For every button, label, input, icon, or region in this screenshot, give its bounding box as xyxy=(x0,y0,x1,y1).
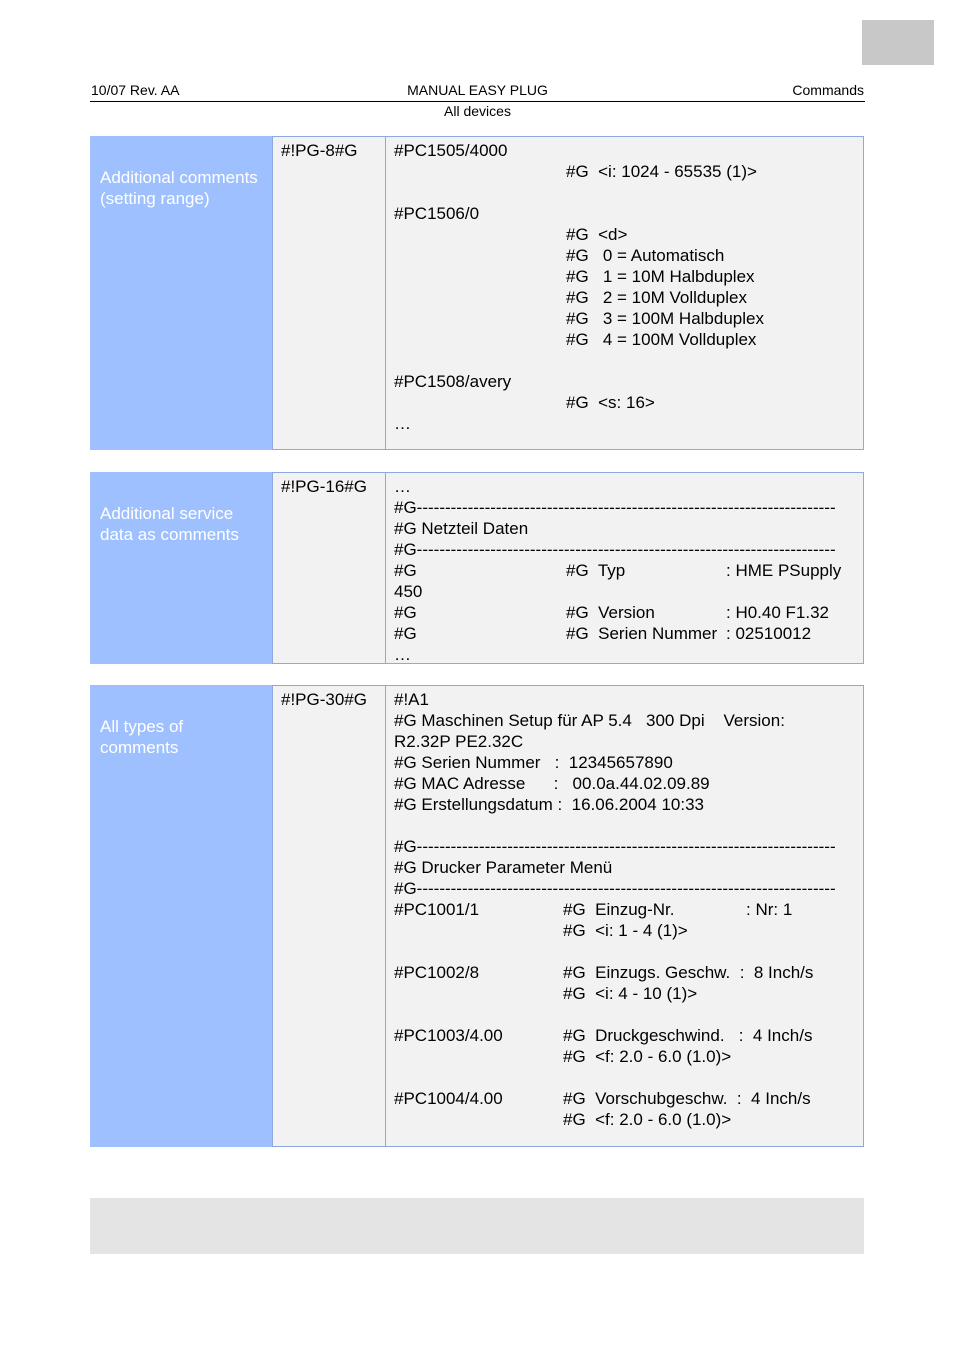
code-text: #G <i: 1 - 4 (1)> xyxy=(563,921,688,940)
code-text: #G 3 = 100M Halbduplex xyxy=(566,309,764,328)
command-code: #!PG-16#G xyxy=(281,477,367,496)
code-text: … xyxy=(394,645,411,664)
code-text: #G MAC Adresse : 00.0a.44.02.09.89 xyxy=(394,774,710,793)
header-section: Commands xyxy=(792,82,864,98)
example-cell xyxy=(386,136,864,450)
header-divider xyxy=(90,101,865,102)
example-lines xyxy=(394,140,855,434)
code-line xyxy=(394,140,855,161)
block-label-panel xyxy=(90,472,272,664)
code-line xyxy=(394,644,855,664)
block-label: Additional comments (setting range) xyxy=(100,168,258,208)
code-line xyxy=(394,1088,855,1109)
code-line xyxy=(394,1046,855,1067)
code-text: #G Druckgeschwind. : 4 Inch/s xyxy=(563,1026,813,1045)
code-text: #G Netzteil Daten xyxy=(394,519,529,538)
code-line xyxy=(394,773,855,794)
code-text: … xyxy=(394,477,411,496)
page-corner-tab xyxy=(862,20,934,65)
code-line xyxy=(394,623,855,644)
code-text: #PC1506/0 xyxy=(394,204,480,223)
code-text: #PC1505/4000 xyxy=(394,141,508,160)
block-service-data-comments xyxy=(90,472,864,664)
code-text: #G <i: 1024 - 65535 (1)> xyxy=(566,162,757,181)
code-line xyxy=(394,731,855,752)
code-text: #G 2 = 10M Vollduplex xyxy=(566,288,747,307)
code-line xyxy=(394,752,855,773)
code-text: : HME PSupply xyxy=(726,561,842,580)
code-text: #G-------------------------------------------------------------------------- xyxy=(394,837,836,856)
code-line xyxy=(394,710,855,731)
command-cell xyxy=(272,685,386,1147)
code-line xyxy=(394,689,855,710)
code-text: #G Einzug-Nr. xyxy=(563,900,675,919)
code-line xyxy=(394,371,855,392)
code-text: #G-------------------------------------------------------------------------- xyxy=(394,540,836,559)
code-text: #PC1001/1 xyxy=(394,900,480,919)
code-line xyxy=(394,1004,855,1025)
command-code: #!PG-8#G xyxy=(281,141,358,160)
code-text: #G-------------------------------------------------------------------------- xyxy=(394,498,836,517)
command-cell xyxy=(272,136,386,450)
code-text: #G 0 = Automatisch xyxy=(566,246,725,265)
code-text: #PC1004/4.00 xyxy=(394,1089,503,1108)
code-line xyxy=(394,476,855,497)
code-text: #G Vorschubgeschw. : 4 Inch/s xyxy=(563,1089,811,1108)
code-line xyxy=(394,329,855,350)
code-line xyxy=(394,962,855,983)
command-code: #!PG-30#G xyxy=(281,690,367,709)
code-line xyxy=(394,392,855,413)
footer-bar xyxy=(90,1198,864,1254)
code-text: #G 1 = 10M Halbduplex xyxy=(566,267,755,286)
code-line xyxy=(394,1109,855,1130)
block-label-panel xyxy=(90,685,272,1147)
code-text: #PC1003/4.00 xyxy=(394,1026,503,1045)
code-text: #G <d> xyxy=(566,225,628,244)
code-line xyxy=(394,857,855,878)
code-text: R2.32P PE2.32C xyxy=(394,732,524,751)
header-devices: All devices xyxy=(444,103,511,119)
code-line xyxy=(394,1067,855,1088)
code-text: #G Serien Nummer : 12345657890 xyxy=(394,753,673,772)
code-text: #G Typ xyxy=(566,561,626,580)
block-label: Additional service data as comments xyxy=(100,504,239,544)
code-text: #G <f: 2.0 - 6.0 (1.0)> xyxy=(563,1110,732,1129)
example-cell xyxy=(386,472,864,664)
code-line xyxy=(394,815,855,836)
code-line xyxy=(394,794,855,815)
code-text: #G Einzugs. Geschw. : 8 Inch/s xyxy=(563,963,814,982)
code-line xyxy=(394,245,855,266)
code-line xyxy=(394,899,855,920)
code-text: #!A1 xyxy=(394,690,429,709)
code-text: #G xyxy=(394,624,417,643)
code-text: #G 4 = 100M Vollduplex xyxy=(566,330,757,349)
code-text: #G <i: 4 - 10 (1)> xyxy=(563,984,698,1003)
code-line xyxy=(394,224,855,245)
block-all-types-comments xyxy=(90,685,864,1147)
header-manual-title: MANUAL EASY PLUG xyxy=(407,82,548,98)
block-label: All types of comments xyxy=(100,717,184,757)
code-text: #G Erstellungsdatum : 16.06.2004 10:33 xyxy=(394,795,704,814)
code-line xyxy=(394,602,855,623)
code-line xyxy=(394,413,855,434)
code-line xyxy=(394,287,855,308)
code-text: #G Drucker Parameter Menü xyxy=(394,858,613,877)
code-line xyxy=(394,182,855,203)
example-lines xyxy=(394,476,855,664)
code-text: #G xyxy=(394,561,417,580)
code-text: 450 xyxy=(394,582,423,601)
code-text: #G Maschinen Setup für AP 5.4 300 Dpi Version: xyxy=(394,711,785,730)
code-text: #PC1508/avery xyxy=(394,372,512,391)
code-text: #G Serien Nummer xyxy=(566,624,718,643)
code-text: : Nr: 1 xyxy=(746,900,793,919)
code-line xyxy=(394,581,855,602)
code-line xyxy=(394,983,855,1004)
code-line xyxy=(394,941,855,962)
example-cell xyxy=(386,685,864,1147)
code-line xyxy=(394,560,855,581)
code-line xyxy=(394,878,855,899)
code-text: #G <f: 2.0 - 6.0 (1.0)> xyxy=(563,1047,732,1066)
code-text: #G xyxy=(394,603,417,622)
code-text: #G <s: 16> xyxy=(566,393,655,412)
block-label-panel xyxy=(90,136,272,450)
code-line xyxy=(394,539,855,560)
code-line xyxy=(394,161,855,182)
code-line xyxy=(394,1025,855,1046)
code-text: #G Version xyxy=(566,603,655,622)
header-revision: 10/07 Rev. AA xyxy=(91,82,180,98)
code-line xyxy=(394,203,855,224)
code-text: #PC1002/8 xyxy=(394,963,480,982)
example-lines xyxy=(394,689,855,1130)
code-line xyxy=(394,518,855,539)
code-line xyxy=(394,497,855,518)
code-text: #G-------------------------------------------------------------------------- xyxy=(394,879,836,898)
code-line xyxy=(394,350,855,371)
block-additional-comments xyxy=(90,136,864,450)
code-line xyxy=(394,308,855,329)
code-line xyxy=(394,836,855,857)
code-text: … xyxy=(394,414,411,433)
code-text: : 02510012 xyxy=(726,624,812,643)
code-line xyxy=(394,266,855,287)
code-line xyxy=(394,920,855,941)
command-cell xyxy=(272,472,386,664)
code-text: : H0.40 F1.32 xyxy=(726,603,830,622)
